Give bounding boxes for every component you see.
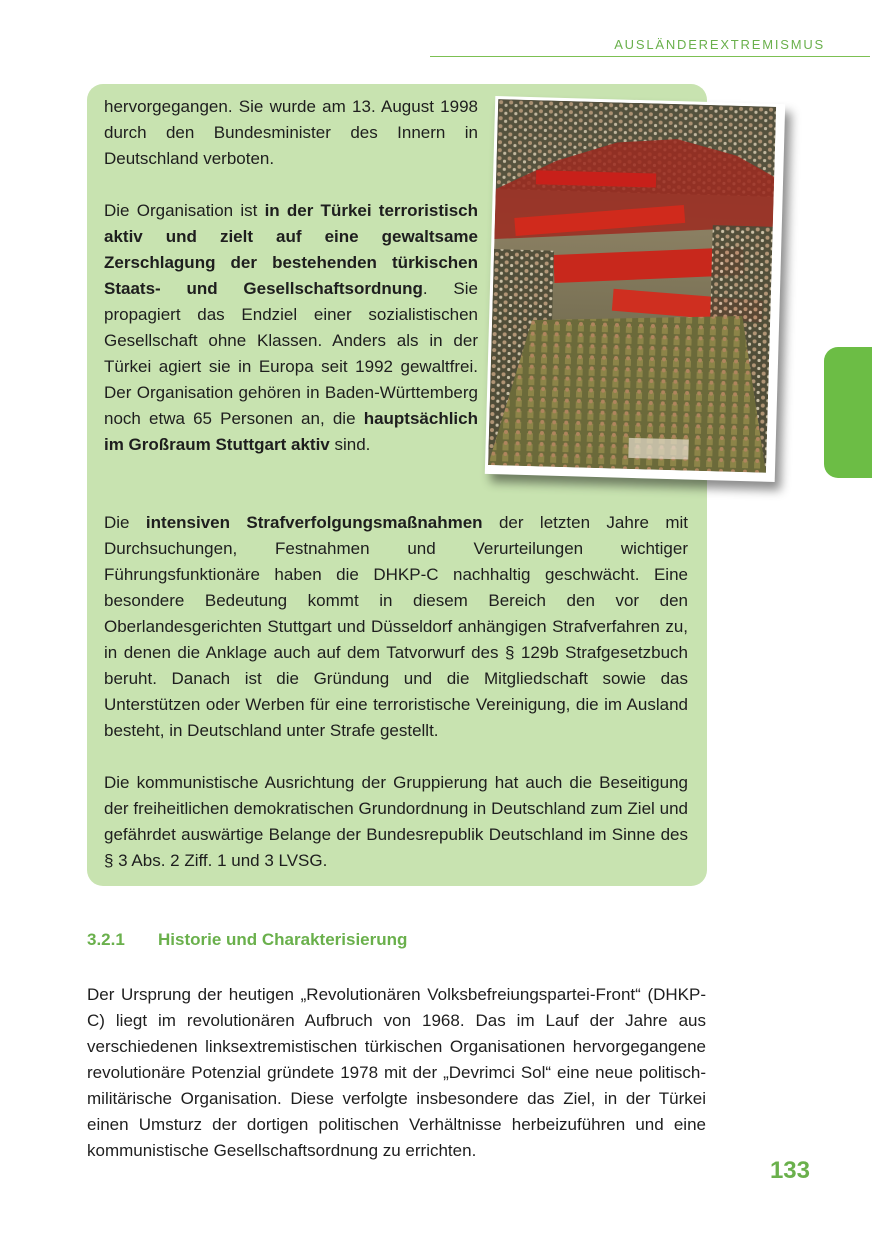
paragraph-text: der letzten Jahre mit Durchsuchungen, Festnahmen und Verurteilungen wichtiger Führungsfunktionäre haben die DHKP-C nachhaltig geschwächt. Eine besondere Bedeutung kommt in diesem Bereich den vor den Oberlandesgerichten Stuttgart und Düsseldorf anhängigen Strafverfahren zu, in denen die Anklage auch auf dem Tatvorwurf des § 129b Strafgesetzbuch beruht. Danach ist die Gründung und die Mitgliedschaft sowie das Unterstützen oder Werben für eine terroristische Vereinigung, die im Ausland besteht, in Deutschland unter Strafe gestellt. bbox=[104, 513, 689, 740]
page-number: 133 bbox=[769, 1157, 810, 1184]
info-box-wide-text bbox=[104, 510, 688, 874]
section-title: Historie und Charakterisierung bbox=[158, 930, 408, 949]
paragraph-text: sind. bbox=[329, 435, 371, 454]
bold-emphasis: hauptsächlich im Großraum Stuttgart aktiv bbox=[104, 409, 478, 454]
info-box-paragraph-3 bbox=[104, 510, 688, 744]
header-rule bbox=[430, 56, 870, 57]
section-heading bbox=[87, 930, 407, 950]
info-box-paragraph-1: hervorgegangen. Sie wurde am 13. August 1998 durch den Bundesminister des Innern in Deutschland verboten. bbox=[104, 97, 478, 168]
paragraph-text: Die bbox=[104, 513, 146, 532]
section-header-label: AUSLÄNDEREXTREMISMUS bbox=[614, 37, 825, 52]
info-box-paragraph-4: Die kommunistische Ausrichtung der Gruppierung hat auch die Beseitigung der freiheitlichen demokratischen Grundordnung in Deutschland zum Ziel und gefährdet auswärtige Belange der Bundesrepublik Deutschland im Sinne des § 3 Abs. 2 Ziff. 1 und 3 LVSG. bbox=[104, 773, 688, 870]
bold-emphasis: in der Türkei terroristisch aktiv und zielt auf eine gewaltsame Zerschlagung der bestehenden türkischen Staats- und Gesellschaftsordnung bbox=[104, 201, 478, 298]
chapter-tab bbox=[824, 347, 872, 478]
body-paragraph: Der Ursprung der heutigen „Revolutionären Volksbefreiungspartei-Front“ (DHKP-C) liegt im revolutionären Aufbruch von 1968. Das im Lauf der Jahre aus verschiedenen linksextremistischen türkischen Organisationen hervorgegangene revolutionäre Potenzial gründete 1978 mit der „Devrimci Sol“ eine neue politisch-militärische Organisation. Diese verfolgte insbesondere das Ziel, in der Türkei einen Umsturz der dortigen politischen Verhältnisse herbeizuführen und eine kommunistische Gesellschaftsordnung zu errichten. bbox=[87, 985, 706, 1160]
bold-emphasis: intensiven Strafverfolgungsmaßnahmen bbox=[145, 513, 483, 532]
march-photo-image bbox=[488, 99, 776, 473]
section-number: 3.2.1 bbox=[87, 930, 125, 949]
paragraph-text: . Sie propagiert das Endziel einer sozialistischen Gesellschaft ohne Klassen. Anders als in der Türkei agiert sie in Europa seit 1992 gewaltfrei. Der Organisation gehören in Baden-Württemberg noch etwa 65 Personen an, die bbox=[104, 279, 478, 428]
march-photo bbox=[485, 96, 785, 482]
info-box-column-text bbox=[104, 94, 478, 458]
paragraph-text: Die Organisation ist bbox=[104, 201, 265, 220]
info-box-paragraph-2 bbox=[104, 198, 478, 458]
